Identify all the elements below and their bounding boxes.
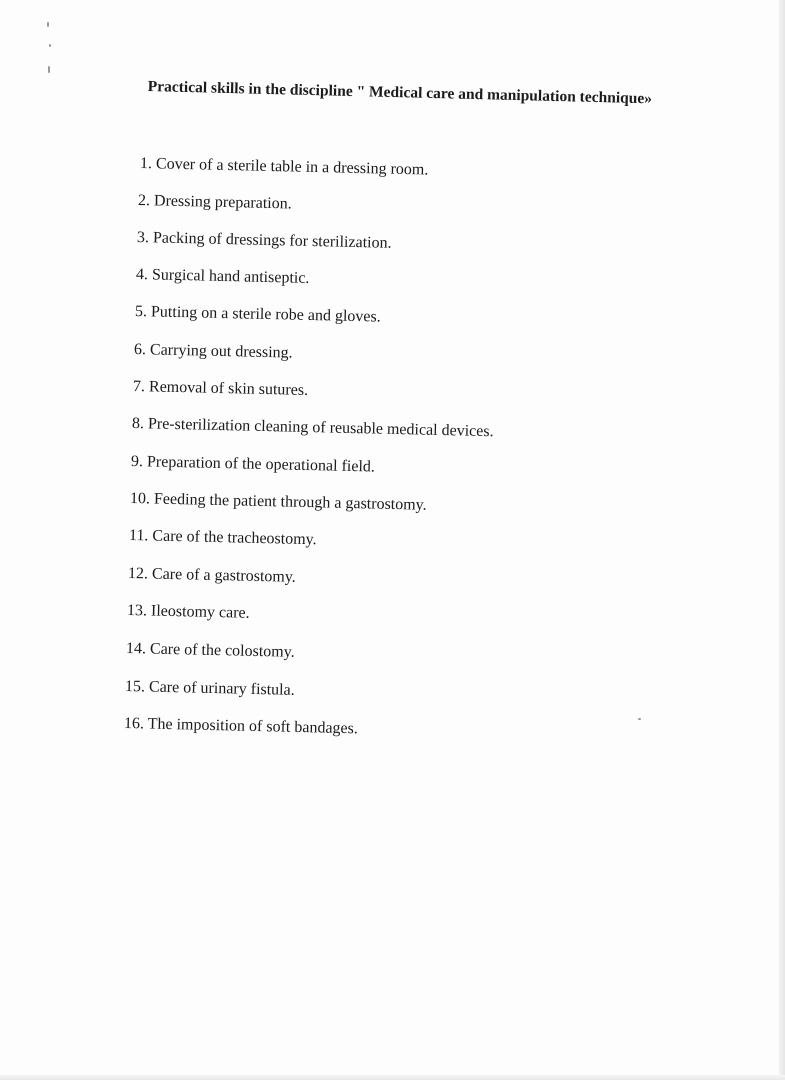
skill-item: 7. Removal of skin sutures. xyxy=(132,378,309,399)
skill-item: 15. Care of urinary fistula. xyxy=(124,678,295,699)
skill-item: 6. Carrying out dressing. xyxy=(133,341,293,362)
skill-item: 12. Care of a gastrostomy. xyxy=(127,565,296,586)
skill-item: 1. Cover of a sterile table in a dressing room. xyxy=(139,155,429,179)
skill-item: 2. Dressing preparation. xyxy=(137,192,292,213)
skill-item: 13. Ileostomy care. xyxy=(126,602,250,622)
document-title: Practical skills in the discipline " Medical care and manipulation technique» xyxy=(147,78,653,108)
skill-item: 11. Care of the tracheostomy. xyxy=(128,527,317,549)
skill-item: 8. Pre-sterilization cleaning of reusable medical devices. xyxy=(131,415,494,441)
skill-item: 14. Care of the colostomy. xyxy=(125,640,295,661)
skill-item: 9. Preparation of the operational field. xyxy=(130,453,376,476)
skill-item: 10. Feeding the patient through a gastrostomy. xyxy=(129,490,427,514)
skill-item: 3. Packing of dressings for sterilization. xyxy=(136,229,392,252)
skill-item: 5. Putting on a sterile robe and gloves. xyxy=(134,303,381,326)
skill-item: 16. The imposition of soft bandages. xyxy=(123,715,359,738)
skill-item: 4. Surgical hand antiseptic. xyxy=(135,266,310,287)
